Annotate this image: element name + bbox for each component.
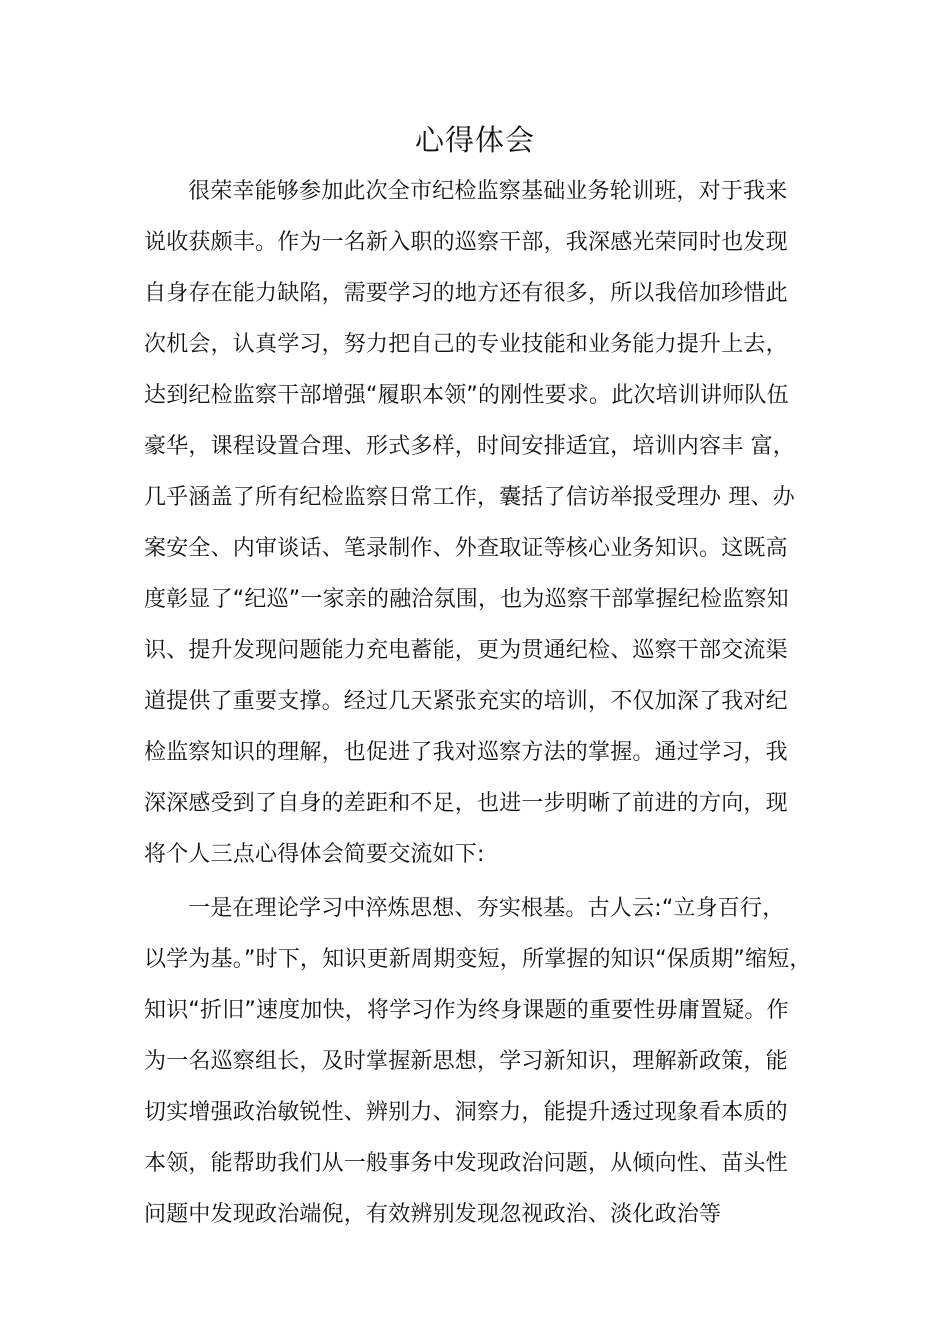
text-line: 本领，能帮助我们从一般事务中发现政治问题，从倾向性、苗头性	[144, 1151, 788, 1176]
text-line: 识、提升发现问题能力充电蓄能，更为贯通纪检、巡察干部交流渠	[144, 638, 788, 663]
text-line: 切实增强政治敏锐性、辨别力、洞察力，能提升透过现象看本质的	[144, 1100, 788, 1125]
text-line: 为一名巡察组长，及时掌握新思想，学习新知识，理解新政策，能	[144, 1049, 788, 1074]
text-line: 很荣幸能够参加此次全市纪检监察基础业务轮训班，对于我来	[188, 179, 788, 204]
text-line: 问题中发现政治端倪，有效辨别发现忽视政治、淡化政治等	[144, 1202, 722, 1227]
text-line: 几乎涵盖了所有纪检监察日常工作，囊括了信访举报受理办 理、办	[144, 485, 795, 510]
paragraph-intro	[144, 166, 794, 880]
text-line: 以学为基。”时下，知识更新周期变短，所掌握的知识“保质期”缩短，	[144, 947, 812, 972]
text-line: 说收获颇丰。作为一名新入职的巡察干部，我深感光荣同时也发现	[144, 230, 788, 255]
text-line: 将个人三点心得体会简要交流如下:	[144, 842, 485, 867]
paragraph-point-one	[144, 883, 812, 1240]
document-title: 心得体会	[414, 123, 535, 157]
text-line: 豪华，课程设置合理、形式多样，时间安排适宜，培训内容丰 富，	[144, 434, 795, 459]
text-line: 达到纪检监察干部增强“履职本领”的刚性要求。此次培训讲师队伍	[144, 383, 789, 408]
text-line: 知识“折旧”速度加快，将学习作为终身课题的重要性毋庸置疑。作	[144, 998, 789, 1023]
text-line: 案安全、内审谈话、笔录制作、外查取证等核心业务知识。这既高	[144, 536, 788, 561]
text-line: 检监察知识的理解，也促进了我对巡察方法的掌握。通过学习，我	[144, 740, 788, 765]
text-line: 自身存在能力缺陷，需要学习的地方还有很多，所以我倍加珍惜此	[144, 281, 788, 306]
document-body	[144, 166, 812, 1240]
text-line: 一是在理论学习中淬炼思想、夯实根基。古人云:“立身百行，	[188, 896, 785, 921]
text-line: 度彰显了“纪巡”一家亲的融洽氛围，也为巡察干部掌握纪检监察知	[144, 587, 789, 612]
text-line: 深深感受到了自身的差距和不足，也进一步明晰了前进的方向，现	[144, 791, 788, 816]
text-line: 道提供了重要支撑。经过几天紧张充实的培训，不仅加深了我对纪	[144, 689, 788, 714]
text-line: 次机会，认真学习，努力把自己的专业技能和业务能力提升上去，	[144, 332, 788, 357]
